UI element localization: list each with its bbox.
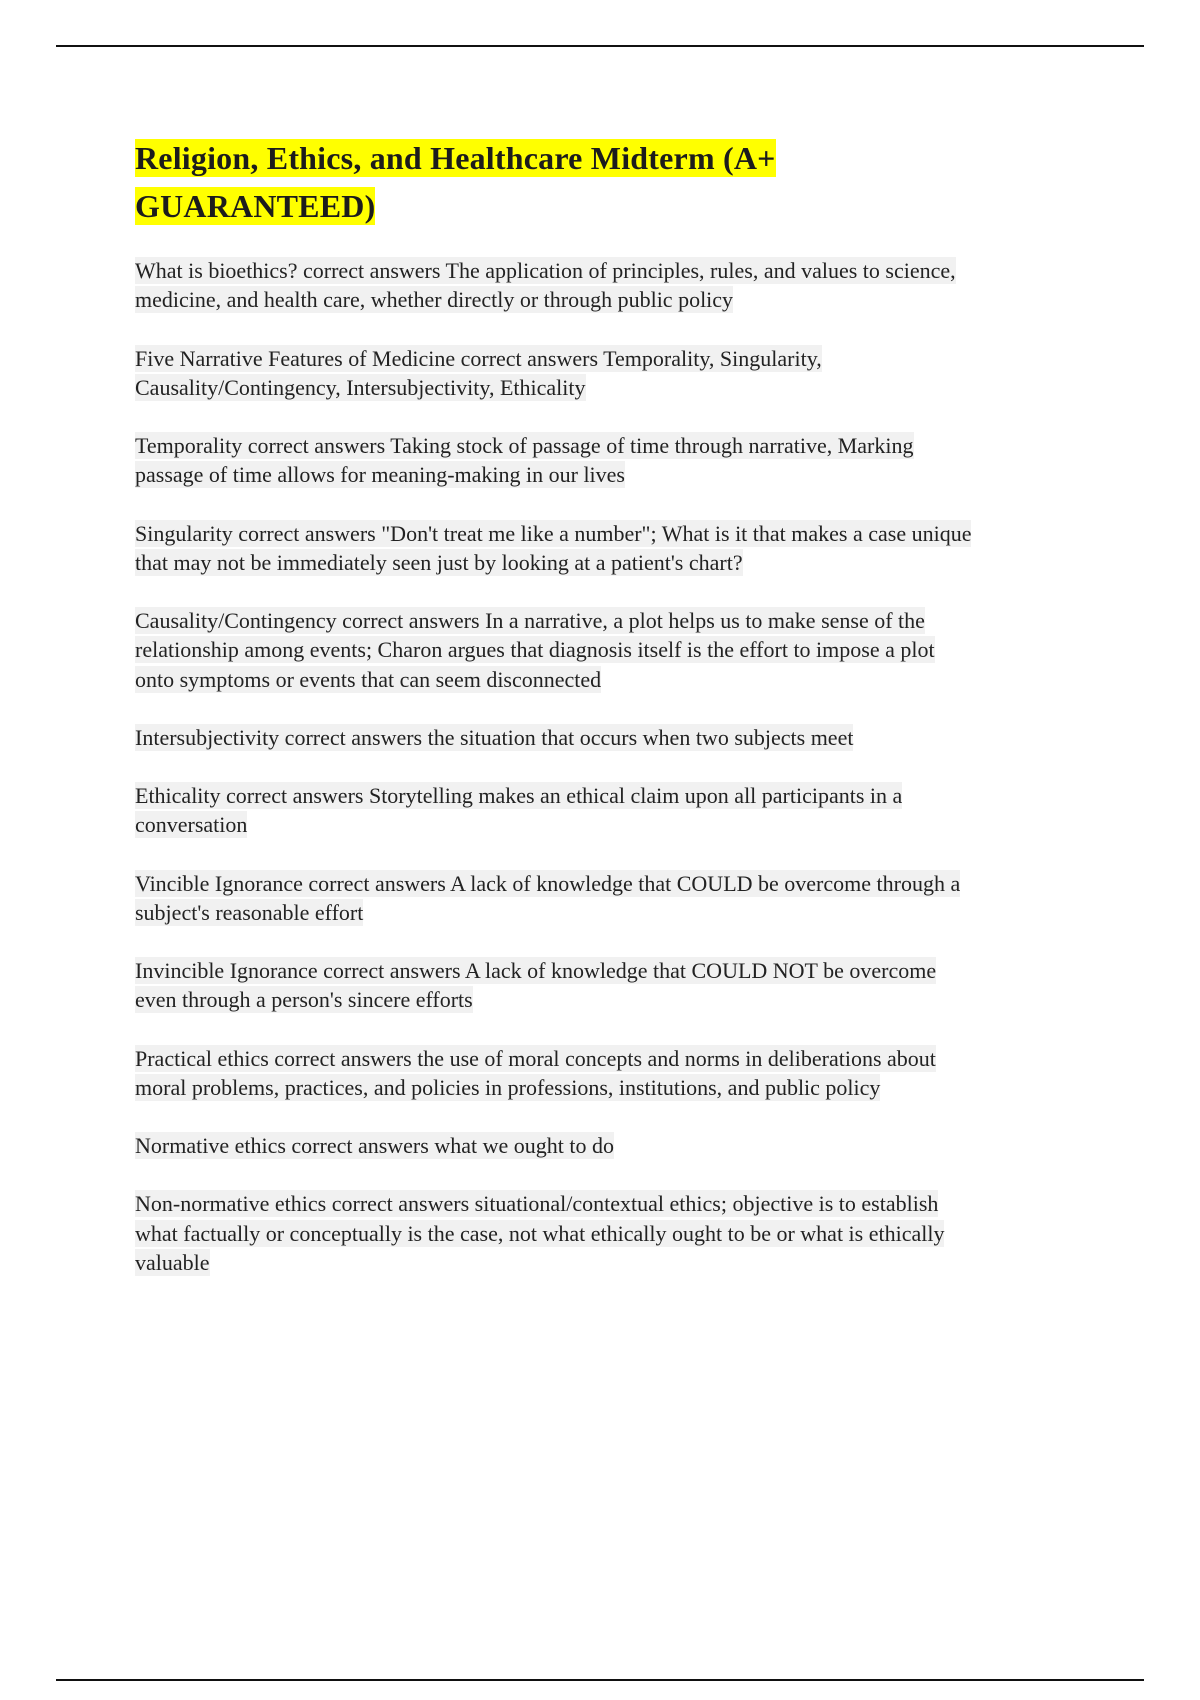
qa-paragraph: Temporality correct answers Taking stock of passage of time through narrative, Marking passage of time allows for meaning-making in our lives [135,433,914,488]
qa-paragraph: Five Narrative Features of Medicine correct answers Temporality, Singularity, Causality/Contingency, Intersubjectivity, Ethicality [135,345,822,400]
qa-paragraph: Invincible Ignorance correct answers A lack of knowledge that COULD NOT be overcome even through a person's sincere efforts [135,958,937,1013]
qa-paragraph: Causality/Contingency correct answers In a narrative, a plot helps us to make sense of the relationship among events; Charon argues that diagnosis itself is the effort to impose a plot onto symptoms or events that can seem disconnected [135,608,935,692]
qa-paragraph: Non-normative ethics correct answers situational/contextual ethics; objective is to establish what factually or conceptually is the case, not what ethically ought to be or what is ethically valuable [135,1191,945,1275]
qa-paragraph: Intersubjectivity correct answers the situation that occurs when two subjects meet [135,724,854,750]
qa-paragraph: Normative ethics correct answers what we ought to do [135,1133,614,1158]
qa-paragraph: What is bioethics? correct answers The application of principles, rules, and values to science, medicine, and health care, whether directly or through public policy [135,258,956,313]
top-rule [56,45,1144,47]
qa-paragraph: Singularity correct answers "Don't treat me like a number"; What is it that makes a case unique that may not be immediately seen just by looking at a patient's chart? [135,520,972,575]
qa-paragraph: Ethicality correct answers Storytelling makes an ethical claim upon all participants in a conversation [135,783,903,838]
qa-paragraph: Practical ethics correct answers the use of moral concepts and norms in deliberations about moral problems, practices, and policies in professions, institutions, and public policy [135,1045,936,1100]
title-highlight: Religion, Ethics, and Healthcare Midterm (A+ GUARANTEED) [135,140,776,224]
document-content [135,134,975,1306]
bottom-rule [56,1679,1144,1681]
qa-paragraph: Vincible Ignorance correct answers A lack of knowledge that COULD be overcome through a subject's reasonable effort [135,870,961,925]
page-title [135,134,835,230]
